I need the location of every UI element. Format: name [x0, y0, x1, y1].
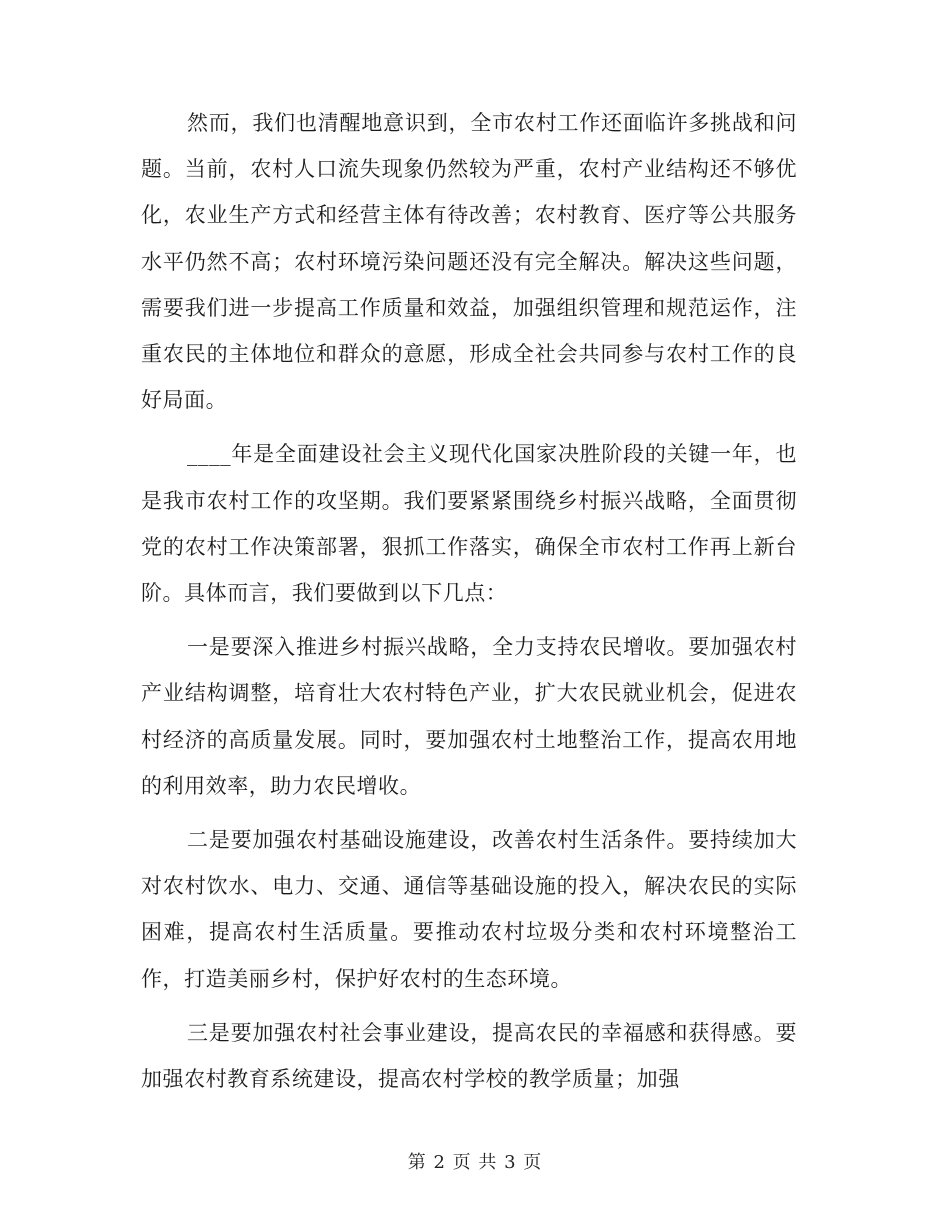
paragraph: 三是要加强农村社会事业建设，提高农民的幸福感和获得感。要加强农村教育系统建设，提高农村学校的教学质量；加强: [141, 1020, 797, 1092]
paragraph: 然而，我们也清醒地意识到，全市农村工作还面临许多挑战和问题。当前，农村人口流失现象仍然较为严重，农村产业结构还不够优化，农业生产方式和经营主体有待改善；农村教育、医疗等公共服务水平仍然不高；农村环境污染问题还没有完全解决。解决这些问题，需要我们进一步提高工作质量和效益，加强组织管理和规范运作，注重农民的主体地位和群众的意愿，形成全社会共同参与农村工作的良好局面。: [141, 111, 797, 413]
document-body: [141, 100, 797, 1102]
paragraph: 二是要加强农村基础设施建设，改善农村生活条件。要持续加大对农村饮水、电力、交通、通信等基础设施的投入，解决农民的实际困难，提高农村生活质量。要推动农村垃圾分类和农村环境整治工作，打造美丽乡村，保护好农村的生态环境。: [141, 828, 797, 991]
page-footer: 第 2 页 共 3 页: [407, 1152, 543, 1173]
paragraph: ____年是全面建设社会主义现代化国家决胜阶段的关键一年，也是我市农村工作的攻坚期。我们要紧紧围绕乡村振兴战略，全面贯彻党的农村工作决策部署，狠抓工作落实，确保全市农村工作再上新台阶。具体而言，我们要做到以下几点：: [141, 442, 797, 606]
paragraph: 一是要深入推进乡村振兴战略，全力支持农民增收。要加强农村产业结构调整，培育壮大农村特色产业，扩大农民就业机会，促进农村经济的高质量发展。同时，要加强农村土地整治工作，提高农用地的利用效率，助力农民增收。: [141, 635, 797, 798]
